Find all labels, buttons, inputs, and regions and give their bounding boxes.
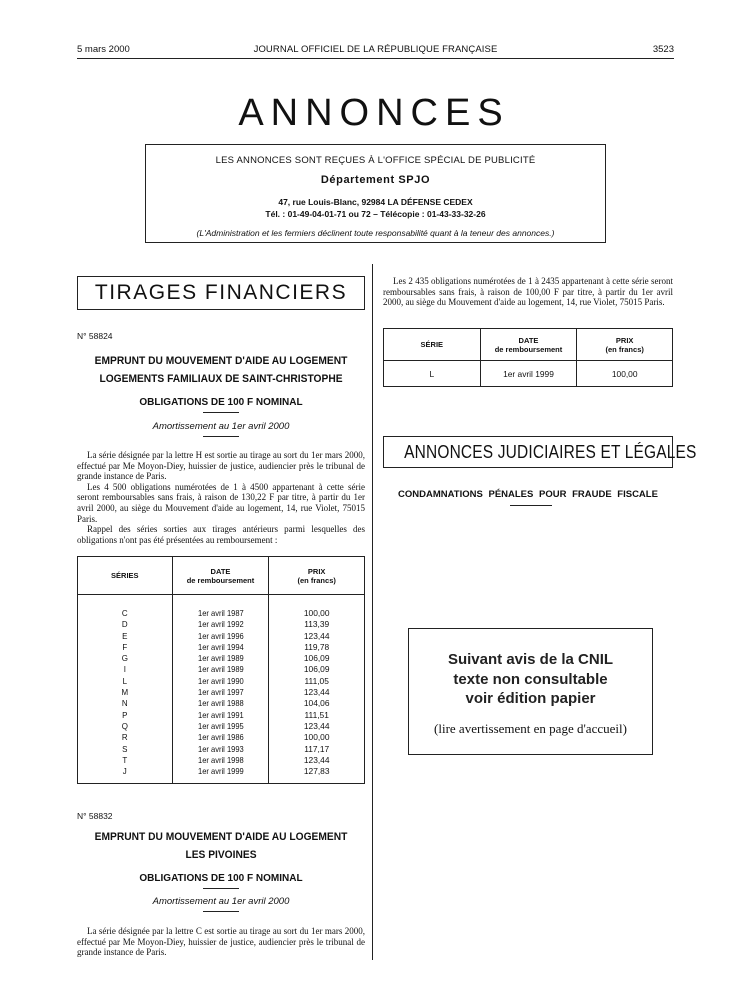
redemption-date: 1er avril 1993 (197, 743, 244, 754)
obligations-heading: OBLIGATIONS DE 100 F NOMINAL (139, 873, 303, 884)
price-value: 119,78 (304, 641, 330, 652)
section-title-annonces-judiciaires (383, 436, 697, 468)
price-value: 106,09 (303, 653, 330, 664)
paragraph: Les 2 435 obligations numérotées de 1 à 2435 appartenant à cette série seront remboursables sans frais, à raison de 100,00 F par titre, à partir du 1er avril 2000, au siège du Mouvement d'aide au logement, 14, rue Violet, 75015 Paris. (383, 276, 673, 308)
paragraph: Les 4 500 obligations numérotées de 1 à 4500 appartenant à cette série seront remboursables sans frais, à raison de 130,22 F par titre, à partir du 1er avril 2000, au siège du Mouvement d'aide au logement, 14, rue Violet, 75015 Paris. (77, 481, 365, 524)
cnil-warning: (lire avertissement en page d'accueil) (434, 721, 627, 736)
subsection-heading: CONDAMNATIONS PÉNALES POUR FRAUDE FISCALE (398, 489, 658, 500)
series-letter: L (122, 675, 128, 686)
redemption-date: 1er avril 1994 (197, 641, 244, 652)
series-column (78, 595, 173, 784)
table-row (384, 361, 673, 387)
table-row (78, 595, 365, 784)
price-value: 117,17 (304, 743, 330, 754)
paragraph: La série désignée par la lettre C est sortie au tirage au sort du 1er mars 2000, effectué par Me Moyon-Diey, huissier de justice, audiencier près le tribunal de grande instance de Paris. (77, 926, 365, 958)
redemption-date: 1er avril 1989 (197, 653, 244, 664)
price-value: 111,51 (304, 709, 329, 720)
section-title-text: TIRAGES FINANCIERS (94, 281, 348, 304)
price-value: 106,09 (303, 664, 330, 675)
price-column (269, 595, 365, 784)
notice-line: LES ANNONCES SONT REÇUES À L'OFFICE SPÉCIAL DE PUBLICITÉ (215, 155, 536, 166)
redemption-date: 1er avril 1991 (197, 709, 244, 720)
series-letter: N (121, 698, 128, 709)
series-letter: R (121, 732, 128, 743)
continued-paragraph (383, 276, 673, 308)
notice-body (77, 926, 365, 958)
cnil-line: texte non consultable (453, 671, 608, 688)
cnil-notice-box (408, 628, 653, 755)
column-divider (372, 264, 373, 960)
price-value: 100,00 (303, 608, 330, 618)
series-letter: G (121, 653, 128, 664)
price-value: 100,00 (303, 732, 330, 743)
col-header-price: PRIX (en francs) (577, 329, 673, 361)
page-title: ANNONCES (238, 92, 510, 134)
price-value: 123,44 (303, 687, 330, 698)
series-letter: E (122, 630, 128, 641)
redemption-date: 1er avril 1986 (197, 732, 244, 743)
section-title-text: ANNONCES JUDICIAIRES ET LÉGALES (404, 442, 697, 462)
redemption-date: 1er avril 1995 (197, 720, 244, 731)
notice-body (77, 450, 365, 545)
notice-disclaimer: (L'Administration et les fermiers déclinent toute responsabilité quant à la teneur des annonces.) (196, 228, 555, 238)
series-letter: I (123, 664, 126, 675)
loan-title: EMPRUNT DU MOUVEMENT D'AIDE AU LOGEMENT (94, 355, 348, 367)
page-number: 3523 (652, 44, 674, 55)
loan-subtitle: LOGEMENTS FAMILIAUX DE SAINT-CHRISTOPHE (99, 373, 343, 385)
notice-department: Département SPJO (320, 174, 431, 186)
loan-title: EMPRUNT DU MOUVEMENT D'AIDE AU LOGEMENT (94, 831, 348, 843)
separator-rule (510, 505, 552, 506)
col-header-series: SÉRIES (78, 557, 173, 595)
redemption-date: 1er avril 1996 (197, 630, 244, 641)
redemption-date: 1er avril 1998 (197, 754, 244, 765)
series-letter: M (121, 687, 129, 698)
redemption-date: 1er avril 1999 (197, 766, 244, 777)
header-rule (77, 58, 674, 59)
cnil-line: Suivant avis de la CNIL (447, 651, 614, 668)
table-header-row (384, 329, 673, 361)
redemption-date: 1er avril 1989 (197, 664, 244, 675)
price-value: 111,05 (304, 675, 329, 686)
price-value: 113,39 (304, 619, 330, 630)
price-value: 123,44 (303, 720, 330, 731)
paragraph: Rappel des séries sorties aux tirages antérieurs parmi lesquelles des obligations n'ont pas été présentées au remboursement : (77, 524, 365, 545)
col-header-serie: SÉRIE (384, 329, 481, 361)
notice-address: 47, rue Louis-Blanc, 92984 LA DÉFENSE CEDEX (278, 197, 473, 207)
price-value: 127,83 (303, 766, 330, 777)
redemption-date: 1er avril 1988 (197, 698, 244, 709)
cell-serie: L (384, 361, 481, 387)
series-letter: D (121, 619, 128, 630)
price-value: 123,44 (303, 754, 330, 765)
series-letter: P (122, 709, 128, 720)
price-value: 104,06 (303, 698, 330, 709)
amortissement-line: Amortissement au 1er avril 2000 (152, 421, 290, 432)
table-header-row (78, 557, 365, 595)
col-header-date: DATE de remboursement (172, 557, 269, 595)
paragraph: La série désignée par la lettre H est sortie au tirage au sort du 1er mars 2000, effectué par Me Moyon-Diey, huissier de justice, audiencier près le tribunal de grande instance de Paris. (77, 450, 365, 482)
running-head (77, 44, 674, 58)
issue-date: 5 mars 2000 (77, 44, 130, 55)
redemption-date: 1er avril 1997 (197, 687, 244, 698)
series-letter: J (122, 766, 127, 777)
amortissement-line: Amortissement au 1er avril 2000 (152, 896, 290, 907)
series-table (77, 556, 365, 784)
separator-rule (203, 412, 239, 413)
publicity-notice-box (145, 144, 606, 243)
col-header-date: DATE de remboursement (480, 329, 577, 361)
notice-phone: Tél. : 01-49-04-01-71 ou 72 – Télécopie : 01-43-33-32-26 (265, 209, 486, 219)
series-letter: Q (121, 720, 128, 731)
section-title-tirages (77, 276, 365, 310)
journal-title: JOURNAL OFFICIEL DE LA RÉPUBLIQUE FRANÇAISE (253, 44, 498, 55)
redemption-date: 1er avril 1987 (197, 608, 244, 618)
col-header-price: PRIX (en francs) (269, 557, 365, 595)
date-column (172, 595, 269, 784)
loan-subtitle: LES PIVOINES (185, 849, 257, 861)
cnil-line: voir édition papier (465, 690, 596, 707)
separator-rule (203, 888, 239, 889)
cell-date: 1er avril 1999 (480, 361, 577, 387)
notice-number: N° 58832 (77, 811, 113, 821)
series-letter: T (122, 754, 128, 765)
notice-number: N° 58824 (77, 331, 113, 341)
price-value: 123,44 (303, 630, 330, 641)
series-letter: C (121, 608, 128, 618)
separator-rule (203, 911, 239, 912)
redemption-date: 1er avril 1990 (197, 675, 244, 686)
redemption-date: 1er avril 1992 (197, 619, 244, 630)
separator-rule (203, 436, 239, 437)
serie-table (383, 328, 673, 387)
cell-price: 100,00 (577, 361, 673, 387)
obligations-heading: OBLIGATIONS DE 100 F NOMINAL (139, 397, 303, 408)
series-letter: F (122, 641, 128, 652)
series-letter: S (122, 743, 128, 754)
